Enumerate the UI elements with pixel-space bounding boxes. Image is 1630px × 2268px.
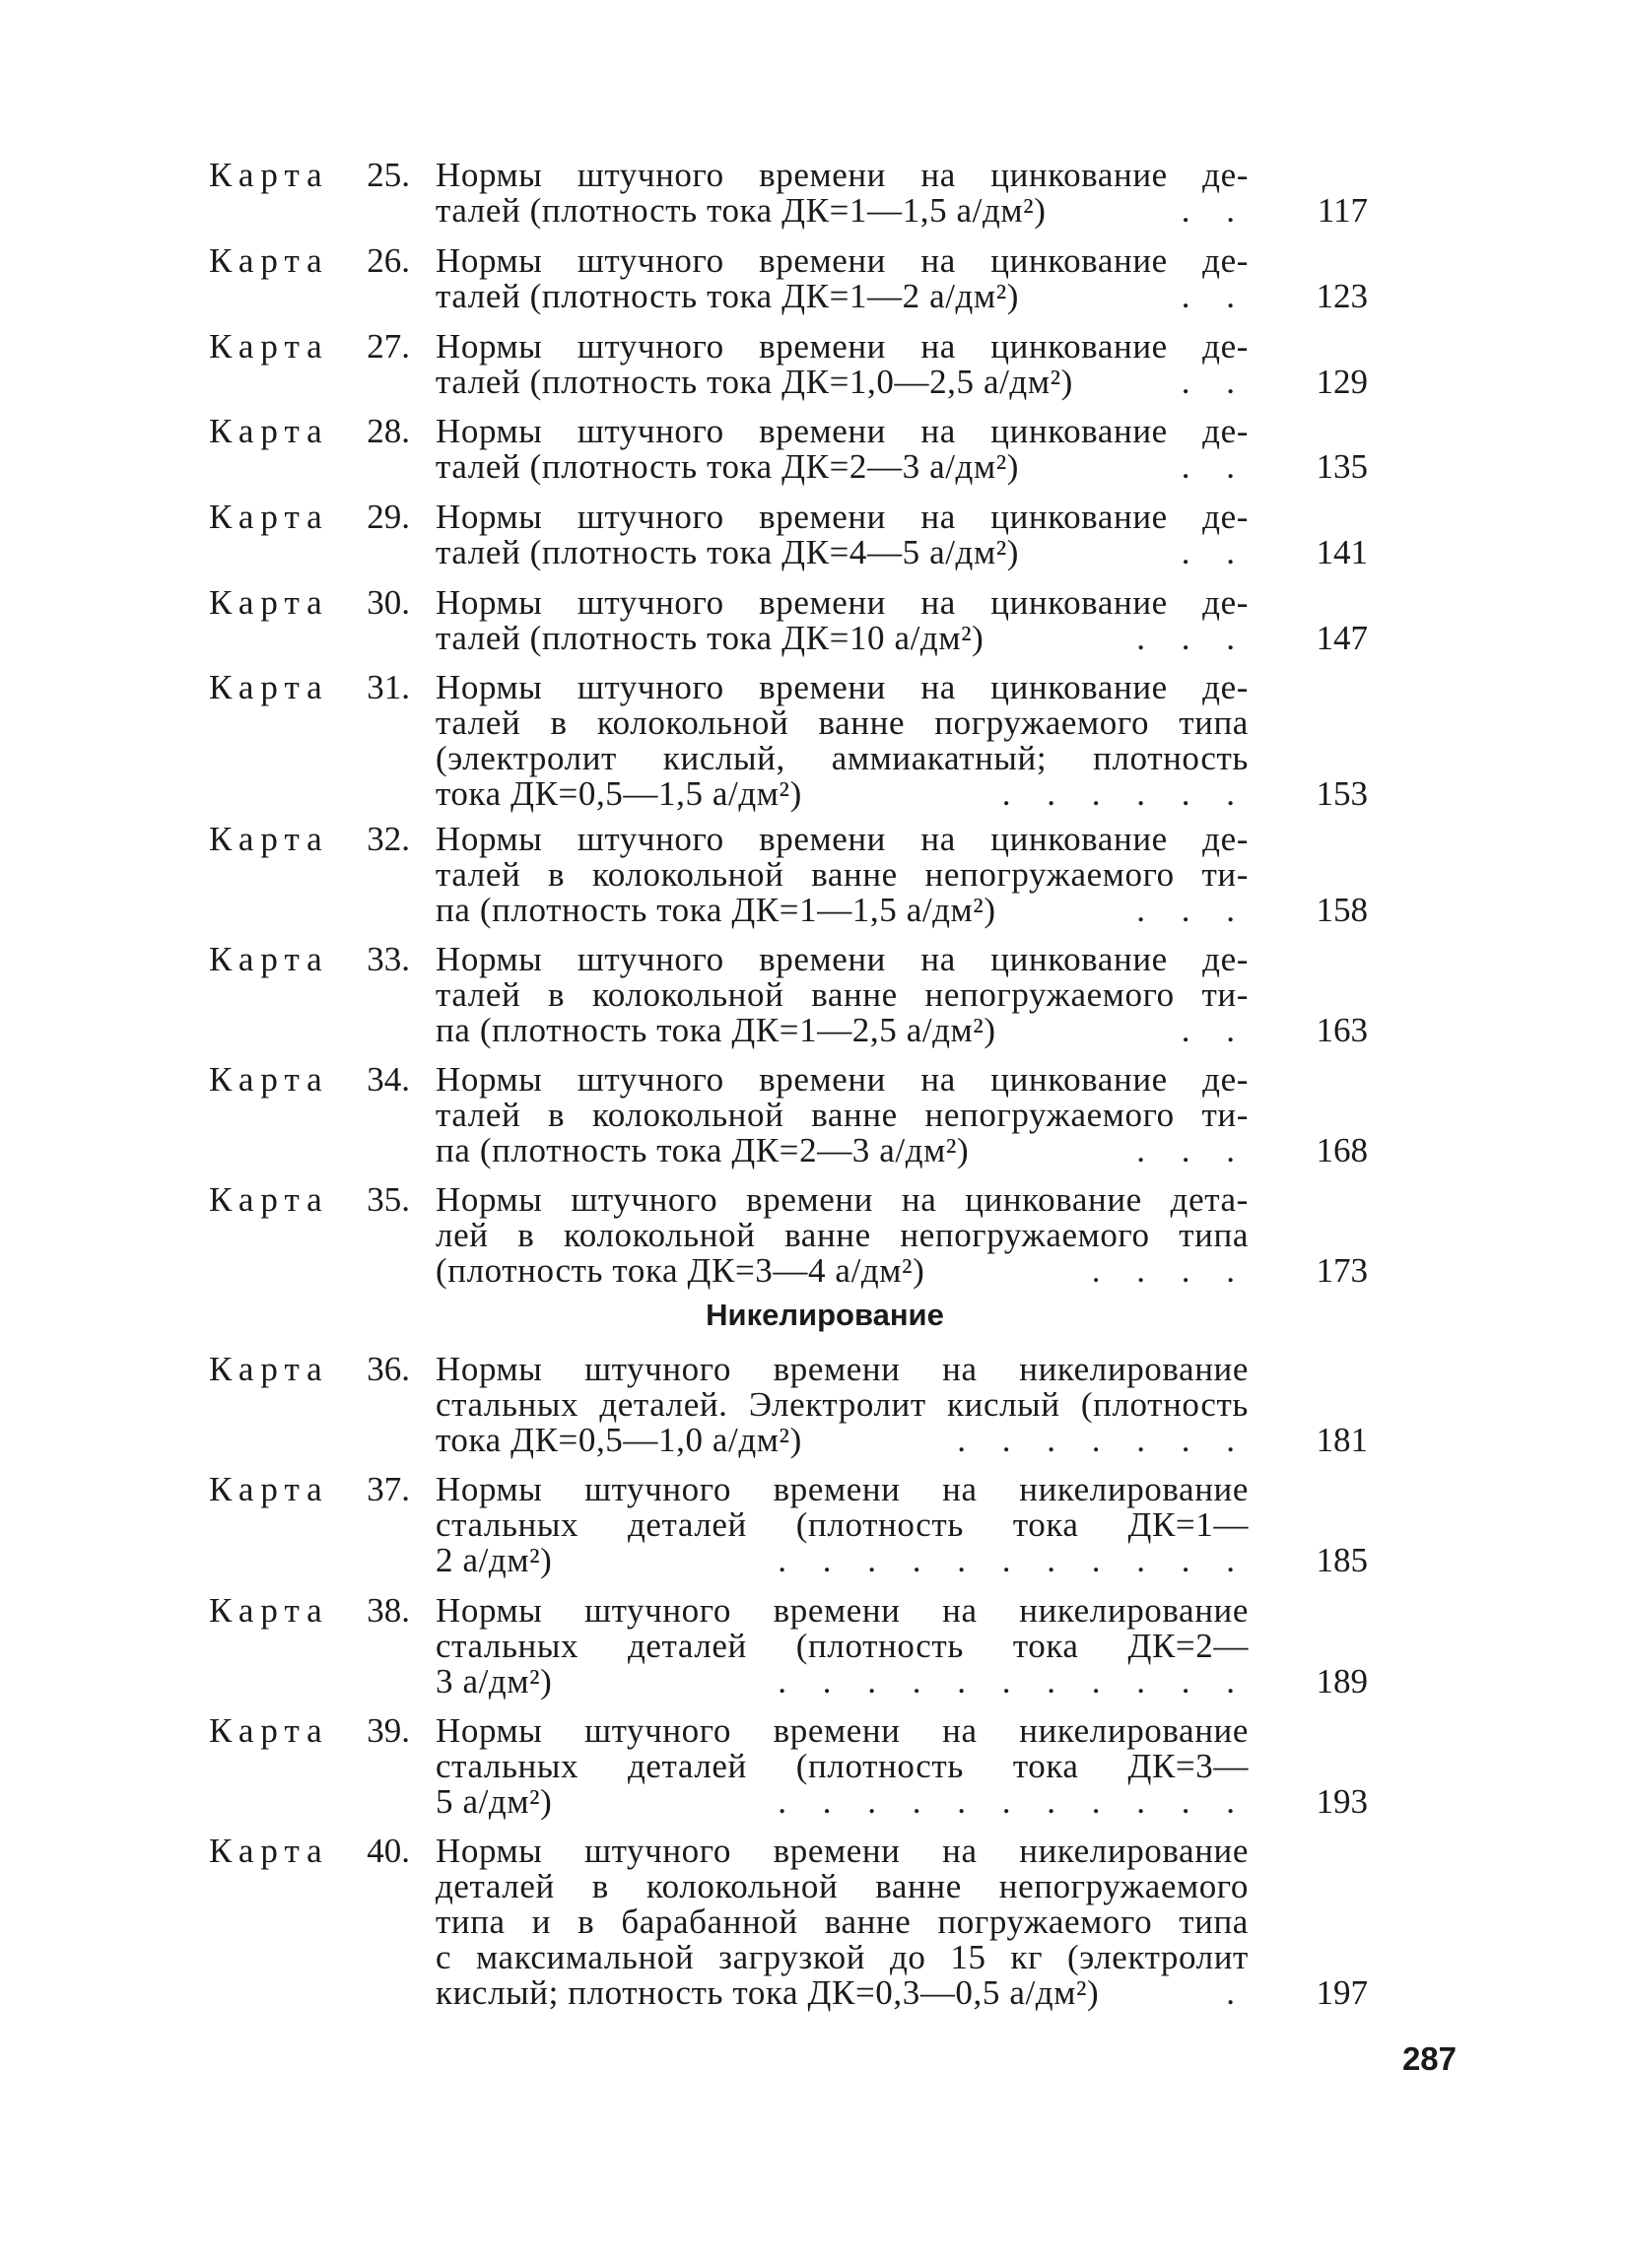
- entry-title-line: деталей в колокольной ванне непогружаемого: [436, 1867, 1249, 1905]
- entry-title: [436, 1834, 1249, 2011]
- entry-title-line: Нормы штучного времени на никелирование: [436, 1350, 1249, 1388]
- entry-label: Карта: [209, 241, 329, 280]
- entry-title: [436, 158, 1249, 229]
- entry-title-text: талей (плотность тока ДК=2—3 а/дм²): [436, 447, 1020, 486]
- entry-label: Карта: [209, 583, 329, 622]
- entry-title-line: Нормы штучного времени на никелирование: [436, 1711, 1249, 1750]
- entry-number: 40.: [367, 1832, 410, 1870]
- section-heading: Никелирование: [706, 1298, 944, 1332]
- entry-label: Карта: [209, 498, 329, 536]
- entry-title: [436, 414, 1249, 485]
- dot-leader: . .: [1181, 365, 1249, 400]
- entry-title-text: па (плотность тока ДК=1—2,5 а/дм²): [436, 1011, 996, 1049]
- entry-title-line: [436, 193, 1249, 229]
- entry-title-line: Нормы штучного времени на цинкование де-: [436, 820, 1249, 858]
- entry-title-text: кислый; плотность тока ДК=0,3—0,5 а/дм²): [436, 1973, 1100, 2012]
- entry-number: 27.: [367, 327, 410, 366]
- entry-title-text: па (плотность тока ДК=1—1,5 а/дм²): [436, 891, 996, 929]
- entry-title: [436, 1713, 1249, 1820]
- entry-title-text: (плотность тока ДК=3—4 а/дм²): [436, 1251, 925, 1290]
- entry-title-line: [436, 621, 1249, 656]
- dot-leader: . . . . . . . . . . .: [778, 1664, 1249, 1700]
- entry-title-text: талей (плотность тока ДК=1,0—2,5 а/дм²): [436, 363, 1073, 401]
- entry-page-number: 147: [1316, 619, 1368, 657]
- entry-title-line: (электролит кислый, аммиакатный; плотность: [436, 739, 1249, 777]
- entry-title-text: 2 а/дм²): [436, 1541, 553, 1579]
- entry-number: 32.: [367, 820, 410, 858]
- entry-title-text: талей (плотность тока ДК=1—2 а/дм²): [436, 277, 1020, 315]
- entry-title-line: талей в колокольной ванне непогружаемого ти-: [436, 1096, 1249, 1134]
- entry-title: [436, 1472, 1249, 1578]
- page-number: 287: [1401, 2040, 1457, 2077]
- entry-title-text: талей (плотность тока ДК=10 а/дм²): [436, 619, 985, 657]
- entry-label: Карта: [209, 1711, 329, 1750]
- entry-title-line: Нормы штучного времени на цинкование де-: [436, 412, 1249, 450]
- dot-leader: . .: [1181, 449, 1249, 485]
- entry-label: Карта: [209, 668, 329, 706]
- entry-page-number: 185: [1316, 1541, 1368, 1579]
- entry-title: [436, 1593, 1249, 1700]
- entry-title-line: [436, 1975, 1249, 2011]
- entry-page-number: 193: [1316, 1782, 1368, 1821]
- entry-number: 30.: [367, 583, 410, 622]
- entry-number: 39.: [367, 1711, 410, 1750]
- entry-title: [436, 329, 1249, 400]
- entry-title-line: стальных деталей. Электролит кислый (плотность: [436, 1385, 1249, 1424]
- entry-label: Карта: [209, 820, 329, 858]
- entry-title-line: стальных деталей (плотность тока ДК=2—: [436, 1627, 1249, 1665]
- entry-title: [436, 1352, 1249, 1458]
- entry-label: Карта: [209, 1591, 329, 1630]
- entry-title-line: Нормы штучного времени на цинкование де-: [436, 327, 1249, 366]
- entry-title-line: Нормы штучного времени на цинкование де-: [436, 940, 1249, 978]
- dot-leader: . . . . . . . . . . .: [778, 1784, 1249, 1820]
- entry-title-line: [436, 1543, 1249, 1578]
- entry-title-line: стальных деталей (плотность тока ДК=1—: [436, 1505, 1249, 1544]
- entry-label: Карта: [209, 1470, 329, 1508]
- entry-label: Карта: [209, 156, 329, 194]
- entry-title: [436, 500, 1249, 570]
- entry-number: 34.: [367, 1060, 410, 1099]
- entry-title-line: [436, 535, 1249, 570]
- entry-title: [436, 1182, 1249, 1289]
- entry-number: 31.: [367, 668, 410, 706]
- entry-title: [436, 243, 1249, 314]
- entry-title-line: талей в колокольной ванне непогружаемого ти-: [436, 975, 1249, 1014]
- entry-title-line: [436, 279, 1249, 314]
- entry-number: 36.: [367, 1350, 410, 1388]
- entry-title-text: па (плотность тока ДК=2—3 а/дм²): [436, 1131, 970, 1169]
- entry-page-number: 158: [1316, 891, 1368, 929]
- entry-title-line: Нормы штучного времени на никелирование: [436, 1832, 1249, 1870]
- entry-title-line: талей в колокольной ванне непогружаемого ти-: [436, 855, 1249, 894]
- entry-number: 25.: [367, 156, 410, 194]
- entry-title-line: Нормы штучного времени на цинкование де-: [436, 156, 1249, 194]
- entry-number: 37.: [367, 1470, 410, 1508]
- dot-leader: . .: [1181, 535, 1249, 570]
- entry-title-line: [436, 1013, 1249, 1048]
- dot-leader: . .: [1181, 193, 1249, 229]
- entry-title-line: [436, 1664, 1249, 1700]
- entry-number: 29.: [367, 498, 410, 536]
- entry-title-text: талей (плотность тока ДК=4—5 а/дм²): [436, 533, 1020, 571]
- entry-title-line: [436, 365, 1249, 400]
- entry-label: Карта: [209, 1060, 329, 1099]
- entry-page-number: 173: [1316, 1251, 1368, 1290]
- dot-leader: . . . . . . .: [957, 1423, 1249, 1458]
- entry-title-line: талей в колокольной ванне погружаемого типа: [436, 703, 1249, 742]
- entry-title-line: с максимальной загрузкой до 15 кг (электролит: [436, 1938, 1249, 1976]
- entry-page-number: 135: [1316, 447, 1368, 486]
- entry-title-line: [436, 776, 1249, 812]
- entry-page-number: 123: [1316, 277, 1368, 315]
- entry-title-line: [436, 1784, 1249, 1820]
- entry-label: Карта: [209, 412, 329, 450]
- entry-page-number: 197: [1316, 1973, 1368, 2012]
- entry-title-line: [436, 1423, 1249, 1458]
- entry-label: Карта: [209, 327, 329, 366]
- entry-page-number: 181: [1316, 1421, 1368, 1459]
- entry-label: Карта: [209, 1350, 329, 1388]
- dot-leader: . .: [1181, 279, 1249, 314]
- entry-number: 28.: [367, 412, 410, 450]
- entry-title: [436, 822, 1249, 928]
- entry-title-line: [436, 893, 1249, 928]
- entry-number: 33.: [367, 940, 410, 978]
- dot-leader: . .: [1181, 1013, 1249, 1048]
- dot-leader: .: [1226, 1975, 1249, 2011]
- entry-page-number: 141: [1316, 533, 1368, 571]
- dot-leader: . . . . . . . . . . .: [778, 1543, 1249, 1578]
- entry-page-number: 129: [1316, 363, 1368, 401]
- entry-title-line: [436, 449, 1249, 485]
- entry-number: 38.: [367, 1591, 410, 1630]
- entry-title-line: Нормы штучного времени на никелирование: [436, 1591, 1249, 1630]
- entry-title: [436, 1062, 1249, 1168]
- entry-title-line: Нормы штучного времени на цинкование де-: [436, 498, 1249, 536]
- entry-title-line: типа и в барабанной ванне погружаемого типа: [436, 1902, 1249, 1941]
- entry-page-number: 117: [1317, 191, 1368, 230]
- dot-leader: . . . .: [1091, 1253, 1249, 1289]
- entry-title-text: тока ДК=0,5—1,0 а/дм²): [436, 1421, 802, 1459]
- entry-label: Карта: [209, 940, 329, 978]
- entry-title-line: Нормы штучного времени на цинкование дета-: [436, 1180, 1249, 1219]
- entry-title: [436, 942, 1249, 1048]
- dot-leader: . . .: [1136, 621, 1249, 656]
- entry-page-number: 168: [1316, 1131, 1368, 1169]
- entry-title-text: талей (плотность тока ДК=1—1,5 а/дм²): [436, 191, 1047, 230]
- entry-title-line: [436, 1133, 1249, 1168]
- entry-title: [436, 585, 1249, 656]
- dot-leader: . . .: [1136, 893, 1249, 928]
- entry-title-line: Нормы штучного времени на цинкование де-: [436, 1060, 1249, 1099]
- entry-title-text: тока ДК=0,5—1,5 а/дм²): [436, 774, 802, 813]
- entry-title-text: 3 а/дм²): [436, 1662, 553, 1701]
- entry-number: 35.: [367, 1180, 410, 1219]
- entry-label: Карта: [209, 1832, 329, 1870]
- entry-number: 26.: [367, 241, 410, 280]
- entry-page-number: 189: [1316, 1662, 1368, 1701]
- entry-page-number: 153: [1316, 774, 1368, 813]
- entry-title-line: стальных деталей (плотность тока ДК=3—: [436, 1747, 1249, 1785]
- entry-title-text: 5 а/дм²): [436, 1782, 553, 1821]
- entry-title-line: [436, 1253, 1249, 1289]
- dot-leader: . . . . . .: [1001, 776, 1249, 812]
- entry-title-line: лей в колокольной ванне непогружаемого типа: [436, 1216, 1249, 1254]
- dot-leader: . . .: [1136, 1133, 1249, 1168]
- entry-page-number: 163: [1316, 1011, 1368, 1049]
- entry-title: [436, 670, 1249, 812]
- entry-title-line: Нормы штучного времени на цинкование де-: [436, 668, 1249, 706]
- entry-title-line: Нормы штучного времени на цинкование де-: [436, 583, 1249, 622]
- entry-title-line: Нормы штучного времени на никелирование: [436, 1470, 1249, 1508]
- entry-label: Карта: [209, 1180, 329, 1219]
- entry-title-line: Нормы штучного времени на цинкование де-: [436, 241, 1249, 280]
